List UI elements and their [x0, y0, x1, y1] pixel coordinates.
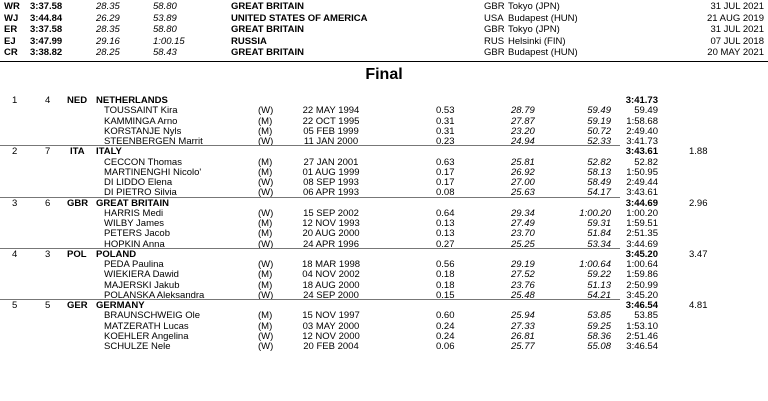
- swimmer-birthdate: 12 NOV 1993: [302, 218, 360, 229]
- record-code: WR: [4, 1, 20, 12]
- record-date: 07 JUL 2018: [710, 35, 764, 47]
- split-100m: 59.31: [587, 218, 611, 229]
- swimmer-gender: (W): [258, 330, 274, 342]
- record-team: GREAT BRITAIN: [231, 1, 305, 12]
- cumulative-time: 3:45.20: [626, 289, 658, 301]
- swimmer-birthdate: 22 OCT 1995: [302, 115, 360, 127]
- split-100m: 53.34: [587, 238, 611, 250]
- record-team: RUSSIA: [231, 35, 267, 47]
- split-100m: 51.13: [587, 279, 611, 291]
- record-time: 3:44.84: [30, 12, 63, 24]
- split-100m: 54.21: [587, 289, 611, 301]
- cumulative-time: 1:59.51: [626, 218, 658, 229]
- swimmer-name: MAJERSKI Jakub: [104, 279, 180, 291]
- split-50m: 29.19: [511, 259, 535, 270]
- swimmer-birthdate: 20 AUG 2000: [302, 228, 360, 240]
- header-rule: [0, 61, 768, 62]
- split-50m: 26.92: [511, 166, 535, 178]
- record-code: EJ: [4, 35, 16, 47]
- cumulative-time: 1:58.68: [626, 115, 658, 127]
- cumulative-time: 59.49: [634, 105, 658, 117]
- team-time-behind: 2.96: [689, 197, 708, 209]
- reaction-time: 0.31: [436, 115, 455, 127]
- swimmer-gender: (W): [258, 187, 274, 199]
- team-name: ITALY: [96, 146, 122, 158]
- section-title: Final: [365, 66, 403, 83]
- team-rank: 4: [12, 248, 18, 260]
- team-time-behind: 3.47: [689, 248, 708, 260]
- split-50m: 25.48: [511, 289, 535, 301]
- record-split-50: 28.35: [96, 24, 120, 36]
- reaction-time: 0.08: [436, 187, 455, 199]
- record-nation: USA: [484, 12, 504, 24]
- split-50m: 27.87: [511, 115, 535, 127]
- swimmer-gender: (W): [258, 105, 274, 117]
- team-rank: 3: [12, 197, 18, 209]
- split-50m: 27.49: [511, 218, 535, 229]
- split-100m: 52.82: [587, 156, 611, 168]
- cumulative-time: 1:59.86: [626, 269, 658, 281]
- swimmer-gender: (M): [258, 125, 273, 137]
- team-time: 3:43.61: [625, 146, 658, 158]
- record-split-50: 28.25: [96, 47, 120, 59]
- record-nation: GBR: [484, 24, 505, 36]
- record-time: 3:37.58: [30, 1, 63, 12]
- team-time: 3:44.69: [625, 197, 658, 209]
- team-lane: 6: [45, 197, 51, 209]
- team-nation: POL: [67, 248, 87, 260]
- split-100m: 59.25: [587, 320, 611, 332]
- split-50m: 27.00: [511, 177, 535, 188]
- reaction-time: 0.15: [436, 289, 455, 301]
- record-nation: GBR: [484, 1, 505, 12]
- split-50m: 24.94: [511, 136, 535, 147]
- team-name: POLAND: [96, 248, 137, 260]
- split-100m: 52.33: [587, 136, 611, 147]
- cumulative-time: 53.85: [634, 310, 658, 322]
- record-team: GREAT BRITAIN: [231, 47, 305, 59]
- swimmer-birthdate: 15 SEP 2002: [303, 207, 359, 219]
- swimmer-name: DI PIETRO Silvia: [104, 187, 177, 199]
- split-50m: 29.34: [511, 207, 535, 219]
- reaction-time: 0.17: [436, 177, 455, 188]
- swimmer-name: BRAUNSCHWEIG Ole: [104, 310, 201, 322]
- swimmer-birthdate: 20 FEB 2004: [303, 341, 359, 352]
- swimmer-birthdate: 06 APR 1993: [303, 187, 359, 199]
- swimmer-birthdate: 18 AUG 2000: [302, 279, 360, 291]
- team-name: GREAT BRITAIN: [96, 197, 170, 209]
- team-lane: 4: [45, 95, 51, 106]
- cumulative-time: 2:49.44: [626, 177, 658, 188]
- swimmer-name: MARTINENGHI Nicolo': [104, 166, 202, 178]
- record-time: 3:38.82: [30, 47, 63, 59]
- cumulative-time: 1:53.10: [626, 320, 658, 332]
- reaction-time: 0.60: [436, 310, 455, 322]
- swimmer-name: KORSTANJE Nyls: [104, 125, 182, 137]
- split-50m: 26.81: [511, 330, 535, 342]
- reaction-time: 0.64: [436, 207, 455, 219]
- record-code: CR: [4, 47, 18, 59]
- team-nation: NED: [67, 95, 88, 106]
- cumulative-time: 1:00.20: [626, 207, 658, 219]
- reaction-time: 0.56: [436, 259, 455, 270]
- split-100m: 59.49: [587, 105, 611, 117]
- record-split-50: 26.29: [96, 12, 120, 24]
- swimmer-birthdate: 11 JAN 2000: [303, 136, 359, 147]
- split-100m: 54.17: [587, 187, 611, 199]
- record-date: 31 JUL 2021: [710, 24, 764, 36]
- swimmer-birthdate: 15 NOV 1997: [302, 310, 360, 322]
- record-split-100: 58.43: [153, 47, 177, 59]
- swimmer-gender: (W): [258, 341, 274, 352]
- split-50m: 25.81: [511, 156, 535, 168]
- team-name: GERMANY: [96, 300, 145, 311]
- team-time-behind: 1.88: [689, 146, 708, 158]
- record-row: [0, 1, 768, 12]
- reaction-time: 0.23: [436, 136, 455, 147]
- split-100m: 53.85: [587, 310, 611, 322]
- split-50m: 25.77: [511, 341, 535, 352]
- team-name: NETHERLANDS: [96, 95, 168, 106]
- record-split-50: 28.35: [96, 1, 120, 12]
- reaction-time: 0.31: [436, 125, 455, 137]
- cumulative-time: 2:49.40: [626, 125, 658, 137]
- record-split-100: 58.80: [153, 1, 177, 12]
- swimmer-name: HOPKIN Anna: [104, 238, 165, 250]
- swimmer-name: SCHULZE Nele: [104, 341, 171, 352]
- split-50m: 27.52: [511, 269, 535, 281]
- reaction-time: 0.06: [436, 341, 455, 352]
- record-place: Tokyo (JPN): [508, 24, 560, 36]
- reaction-time: 0.18: [436, 269, 455, 281]
- swimmer-gender: (W): [258, 177, 274, 188]
- split-100m: 58.13: [587, 166, 611, 178]
- reaction-time: 0.13: [436, 228, 455, 240]
- swimmer-gender: (M): [258, 320, 273, 332]
- record-date: 21 AUG 2019: [706, 12, 764, 24]
- swimmer-name: KOEHLER Angelina: [104, 330, 189, 342]
- team-rank: 5: [12, 300, 18, 311]
- record-code: WJ: [4, 12, 19, 24]
- split-50m: 23.76: [511, 279, 535, 291]
- reaction-time: 0.17: [436, 166, 455, 178]
- reaction-time: 0.63: [436, 156, 455, 168]
- swimmer-row: [0, 341, 768, 352]
- record-split-100: 58.80: [153, 24, 177, 36]
- record-place: Helsinki (FIN): [508, 35, 566, 47]
- team-time: 3:45.20: [625, 248, 658, 260]
- swimmer-name: POLANSKA Aleksandra: [104, 289, 205, 301]
- record-date: 20 MAY 2021: [707, 47, 764, 59]
- swimmer-birthdate: 03 MAY 2000: [302, 320, 360, 332]
- record-time: 3:47.99: [30, 35, 63, 47]
- swimmer-gender: (W): [258, 259, 274, 270]
- team-lane: 5: [45, 300, 51, 311]
- cumulative-time: 3:41.73: [626, 136, 658, 147]
- record-team: GREAT BRITAIN: [231, 24, 305, 36]
- swimmer-gender: (M): [258, 218, 273, 229]
- swimmer-gender: (M): [258, 156, 273, 168]
- team-time: 3:46.54: [625, 300, 658, 311]
- cumulative-time: 1:50.95: [626, 166, 658, 178]
- swimmer-birthdate: 24 APR 1996: [303, 238, 359, 250]
- team-time: 3:41.73: [625, 95, 658, 106]
- record-code: ER: [4, 24, 18, 36]
- record-split-100: 53.89: [153, 12, 177, 24]
- split-100m: 58.49: [587, 177, 611, 188]
- split-100m: 59.22: [587, 269, 611, 281]
- swimmer-gender: (M): [258, 269, 273, 281]
- swimmer-gender: (M): [258, 310, 273, 322]
- cumulative-time: 2:51.46: [626, 330, 658, 342]
- swimmer-name: STEENBERGEN Marrit: [104, 136, 203, 147]
- split-50m: 27.33: [511, 320, 535, 332]
- swimmer-gender: (W): [258, 289, 274, 301]
- swimmer-name: TOUSSAINT Kira: [104, 105, 178, 117]
- split-100m: 50.72: [587, 125, 611, 137]
- record-place: Budapest (HUN): [508, 12, 578, 24]
- swimmer-gender: (M): [258, 115, 273, 127]
- team-nation: ITA: [70, 146, 85, 158]
- split-50m: 23.20: [511, 125, 535, 137]
- swimmer-gender: (W): [258, 238, 274, 250]
- swimmer-gender: (W): [258, 136, 274, 147]
- swimmer-birthdate: 18 MAR 1998: [301, 259, 361, 270]
- team-time-behind: 4.81: [689, 300, 708, 311]
- split-50m: 23.70: [511, 228, 535, 240]
- cumulative-time: 3:44.69: [626, 238, 658, 250]
- record-row: [0, 47, 768, 58]
- swimmer-name: WIEKIERA Dawid: [104, 269, 179, 281]
- record-nation: RUS: [484, 35, 505, 47]
- team-lane: 3: [45, 248, 51, 260]
- swimmer-gender: (M): [258, 279, 273, 291]
- record-nation: GBR: [484, 47, 505, 59]
- swimmer-name: PETERS Jacob: [104, 228, 170, 240]
- reaction-time: 0.13: [436, 218, 455, 229]
- split-50m: 25.25: [511, 238, 535, 250]
- record-team: UNITED STATES OF AMERICA: [231, 12, 368, 24]
- cumulative-time: 3:46.54: [626, 341, 658, 352]
- record-split-100: 1:00.15: [153, 35, 185, 47]
- swimmer-name: KAMMINGA Arno: [104, 115, 178, 127]
- swimmer-birthdate: 27 JAN 2001: [303, 156, 359, 168]
- swimmer-birthdate: 04 NOV 2002: [302, 269, 360, 281]
- swimmer-gender: (M): [258, 228, 273, 240]
- swimmer-name: CECCON Thomas: [104, 156, 182, 168]
- swimmer-gender: (W): [258, 207, 274, 219]
- record-place: Budapest (HUN): [508, 47, 578, 59]
- swimmer-name: WILBY James: [104, 218, 165, 229]
- split-100m: 1:00.64: [579, 259, 611, 270]
- split-100m: 51.84: [587, 228, 611, 240]
- team-nation: GBR: [67, 197, 89, 209]
- swimmer-birthdate: 05 FEB 1999: [303, 125, 359, 137]
- split-50m: 25.94: [511, 310, 535, 322]
- swimmer-name: HARRIS Medi: [104, 207, 164, 219]
- swimmer-gender: (M): [258, 166, 273, 178]
- split-50m: 25.63: [511, 187, 535, 199]
- swimmer-name: DI LIDDO Elena: [104, 177, 173, 188]
- swimmer-birthdate: 22 MAY 1994: [302, 105, 360, 117]
- cumulative-time: 1:00.64: [626, 259, 658, 270]
- swimmer-birthdate: 08 SEP 1993: [303, 177, 359, 188]
- reaction-time: 0.53: [436, 105, 455, 117]
- reaction-time: 0.27: [436, 238, 455, 250]
- team-lane: 7: [45, 146, 51, 158]
- record-row: [0, 36, 768, 47]
- split-100m: 59.19: [587, 115, 611, 127]
- team-rank: 2: [12, 146, 18, 158]
- split-50m: 28.79: [511, 105, 535, 117]
- swimmer-name: MATZERATH Lucas: [104, 320, 189, 332]
- cumulative-time: 2:51.35: [626, 228, 658, 240]
- split-100m: 1:00.20: [579, 207, 611, 219]
- team-nation: GER: [67, 300, 88, 311]
- swimmer-name: PEDA Paulina: [104, 259, 164, 270]
- record-date: 31 JUL 2021: [710, 1, 764, 12]
- record-time: 3:37.58: [30, 24, 63, 36]
- team-rank: 1: [12, 95, 18, 106]
- reaction-time: 0.18: [436, 279, 455, 291]
- split-100m: 55.08: [587, 341, 611, 352]
- record-row: [0, 24, 768, 35]
- split-100m: 58.36: [587, 330, 611, 342]
- record-split-50: 29.16: [96, 35, 120, 47]
- cumulative-time: 3:43.61: [626, 187, 658, 199]
- record-place: Tokyo (JPN): [508, 1, 560, 12]
- swimmer-birthdate: 12 NOV 2000: [302, 330, 360, 342]
- cumulative-time: 2:50.99: [626, 279, 658, 291]
- cumulative-time: 52.82: [634, 156, 658, 168]
- record-row: [0, 13, 768, 24]
- reaction-time: 0.24: [436, 330, 455, 342]
- swimmer-birthdate: 01 AUG 1999: [302, 166, 360, 178]
- swimmer-birthdate: 24 SEP 2000: [303, 289, 359, 301]
- reaction-time: 0.24: [436, 320, 455, 332]
